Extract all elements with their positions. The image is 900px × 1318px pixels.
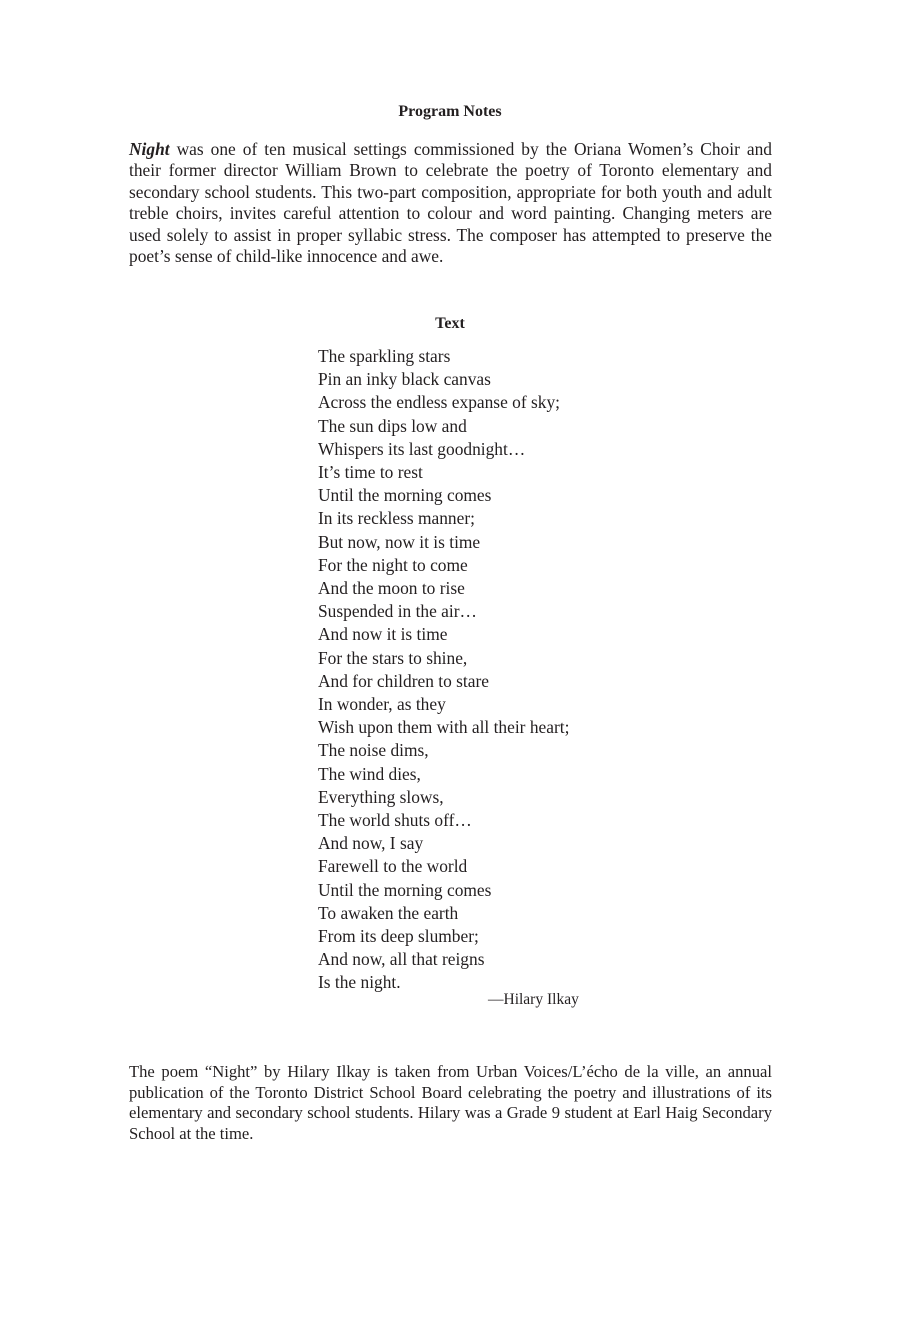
poem-line: And the moon to rise bbox=[318, 578, 465, 599]
poem-line: Suspended in the air… bbox=[318, 601, 477, 622]
poem-line: Until the morning comes bbox=[318, 485, 492, 506]
poem-attribution: —Hilary Ilkay bbox=[488, 991, 579, 1008]
poem-line: In its reckless manner; bbox=[318, 508, 475, 529]
program-notes-heading: Program Notes bbox=[398, 103, 502, 120]
poem-line: Everything slows, bbox=[318, 786, 444, 807]
poem-line: The wind dies, bbox=[318, 763, 421, 784]
poem-line: The sun dips low and bbox=[318, 415, 467, 436]
poem-line: For the stars to shine, bbox=[318, 647, 468, 668]
text-heading: Text bbox=[435, 315, 465, 332]
poem-line: The world shuts off… bbox=[318, 810, 472, 831]
poem-line: Until the morning comes bbox=[318, 879, 492, 900]
poem-line: For the night to come bbox=[318, 554, 468, 575]
poem-line: Wish upon them with all their heart; bbox=[318, 717, 570, 738]
program-notes-paragraph bbox=[129, 139, 772, 267]
poem-line: Whispers its last goodnight… bbox=[318, 438, 526, 459]
poem-line: But now, now it is time bbox=[318, 531, 481, 552]
poem-line: To awaken the earth bbox=[318, 902, 459, 923]
poem-line: Is the night. bbox=[318, 972, 401, 993]
poem-line: The sparkling stars bbox=[318, 346, 451, 366]
poem-line: The noise dims, bbox=[318, 740, 429, 761]
poem-line: In wonder, as they bbox=[318, 694, 446, 715]
piece-title: Night bbox=[129, 139, 170, 159]
poem-line: Pin an inky black canvas bbox=[318, 369, 491, 390]
program-notes-body: was one of ten musical settings commissioned by the Oriana Women’s Choir and their former director William Brown to celebrate the poetry of Toronto elementary and secondary school students. This two-part composition, appropriate for both youth and adult treble choirs, invites careful attention to colour and word painting. Changing meters are used solely to assist in proper syllabic stress. The composer has attempted to preserve the poet’s sense of child-like innocence and awe. bbox=[129, 139, 772, 267]
poem-line: And for children to stare bbox=[318, 670, 489, 691]
poem-line: And now, all that reigns bbox=[318, 949, 485, 970]
poem-line: And now, I say bbox=[318, 833, 424, 854]
poem-line: Farewell to the world bbox=[318, 856, 468, 877]
poem-source-note: The poem “Night” by Hilary Ilkay is taken from Urban Voices/L’écho de la ville, an annual publication of the Toronto District School Board celebrating the poetry and illustrations of its elementary and secondary school students. Hilary was a Grade 9 student at Earl Haig Secondary School at the time. bbox=[129, 1062, 772, 1143]
poem-line: From its deep slumber; bbox=[318, 926, 479, 947]
poem-line: Across the endless expanse of sky; bbox=[318, 392, 560, 413]
poem-text bbox=[318, 345, 569, 995]
poem-line: And now it is time bbox=[318, 624, 448, 645]
poem-line: It’s time to rest bbox=[318, 462, 423, 483]
